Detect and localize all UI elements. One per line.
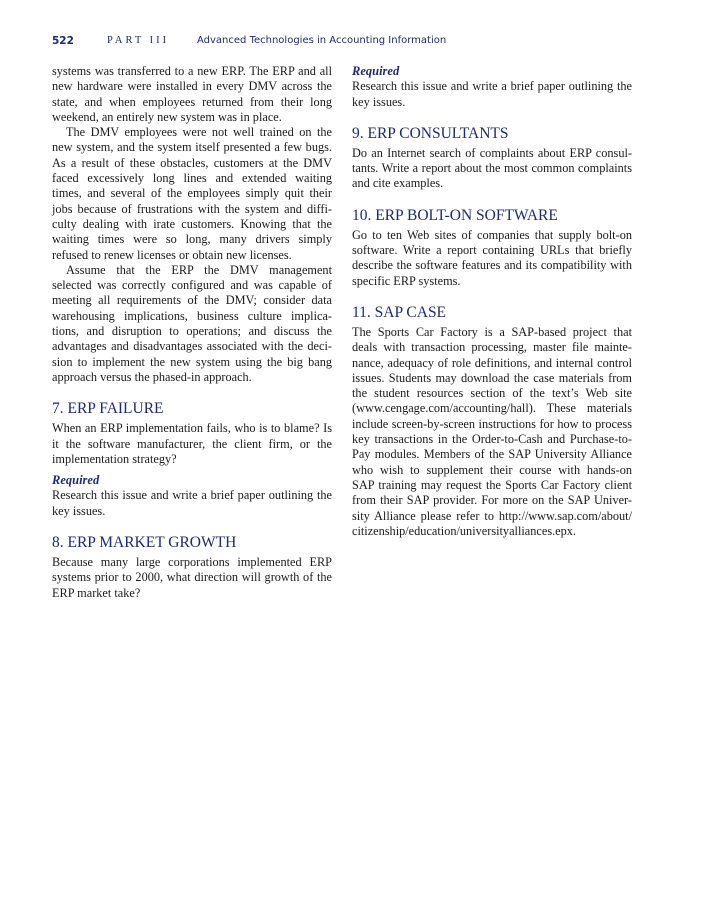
text-line: sity Alliance please refer to http://www.sap.com/about/: [352, 508, 632, 523]
section-heading: 8. ERP MARKET GROWTH: [52, 534, 237, 552]
section-heading: 11. SAP CASE: [352, 303, 447, 321]
text-line: tants. Write a report about the most common complaints: [352, 161, 632, 176]
text-line: systems prior to 2000, what direction will growth of the: [52, 570, 332, 585]
text-line: (www.cengage.com/accounting/hall). These materials: [352, 401, 632, 416]
paragraph: [352, 146, 632, 192]
part-label: PART III: [107, 35, 170, 46]
text-line: refused to renew licenses or obtain new licenses.: [52, 247, 292, 262]
text-line: weekend, an entirely new system was in place.: [52, 109, 282, 124]
text-line: ERP market take?: [52, 585, 141, 600]
text-line: software. Write a report containing URLs that briefly: [352, 243, 632, 258]
text-line: state, and when employees returned from their long: [52, 94, 332, 109]
text-line: Do an Internet search of complaints about ERP consul-: [352, 145, 632, 160]
text-line: deals with transaction processing, master file mainte-: [352, 340, 632, 355]
text-line: When an ERP implementation fails, who is to blame? Is: [52, 421, 332, 436]
text-line: Go to ten Web sites of companies that supply bolt-on: [352, 227, 632, 242]
text-line: tions, and disruption to operations; and discuss the: [52, 324, 332, 339]
text-line: Pay modules. Members of the SAP University Alliance: [352, 447, 632, 462]
chapter-title: Advanced Technologies in Accounting Information: [197, 35, 447, 46]
text-line: issues. Students may download the case materials from: [352, 370, 632, 385]
text-line: include screen-by-screen instructions for how to process: [352, 416, 632, 431]
text-line: The DMV employees were not well trained on the: [66, 125, 332, 140]
text-line: new hardware were installed in every DMV across the: [52, 79, 332, 94]
text-line: specific ERP systems.: [352, 273, 461, 288]
text-line: citizenship/education/universityalliances.epx.: [352, 523, 577, 538]
text-line: Research this issue and write a brief paper outlining the: [52, 488, 332, 503]
text-line: meeting all requirements of the DMV; consider data: [52, 293, 332, 308]
text-line: Assume that the ERP the DMV management: [66, 262, 332, 277]
text-line: The Sports Car Factory is a SAP-based project that: [352, 324, 632, 339]
paragraph: [352, 79, 632, 110]
page-number: 522: [52, 35, 74, 47]
right-column: [352, 64, 632, 539]
text-line: describe the software features and its compatibility with: [352, 258, 632, 273]
text-line: advantages and disadvantages associated with the deci-: [52, 339, 332, 354]
text-line: approach versus the phased-in approach.: [52, 369, 252, 384]
text-line: systems was transferred to a new ERP. The ERP and all: [52, 64, 332, 78]
text-line: and cite examples.: [352, 176, 444, 191]
paragraph: [52, 125, 332, 263]
text-line: selected was correctly configured and was capable of: [52, 278, 332, 293]
section-heading: 7. ERP FAILURE: [52, 400, 164, 418]
text-line: it the software manufacturer, the client firm, or the: [52, 436, 332, 451]
paragraph: [52, 555, 332, 601]
text-line: warehousing implications, business culture implica-: [52, 308, 332, 323]
text-line: Research this issue and write a brief paper outlining the: [352, 79, 632, 94]
paragraph: [52, 263, 332, 385]
section-heading: 9. ERP CONSULTANTS: [352, 124, 509, 142]
text-line: times, and several of the employees simply quit their: [52, 186, 332, 201]
text-line: SAP training may request the Sports Car Factory client: [352, 477, 632, 492]
text-line: Because many large corporations implemented ERP: [52, 555, 332, 570]
left-column: [52, 64, 332, 601]
text-line: waiting times were so long, many drivers simply: [52, 232, 332, 247]
paragraph: [52, 488, 332, 519]
text-line: faced excessively long lines and extended waiting: [52, 171, 332, 186]
text-line: implementation strategy?: [52, 451, 177, 466]
text-line: culty dealing with irate customers. Knowing that the: [52, 216, 332, 231]
text-line: the student resources section of the text’s Web site: [352, 386, 632, 401]
text-line: key issues.: [352, 94, 406, 109]
text-line: As a result of these obstacles, customers at the DMV: [52, 155, 332, 170]
required-label: Required: [352, 64, 400, 78]
text-line: nance, adequacy of role definitions, and internal control: [352, 355, 632, 370]
paragraph: [52, 64, 332, 125]
section-heading: 10. ERP BOLT-ON SOFTWARE: [352, 206, 558, 224]
text-line: sion to implement the new system using the big bang: [52, 354, 332, 369]
text-line: key transactions in the Order-to-Cash and Purchase-to-: [352, 432, 632, 447]
paragraph: [52, 421, 332, 467]
text-line: key issues.: [52, 503, 106, 518]
text-line: from their SAP provider. For more on the SAP Univer-: [352, 493, 632, 508]
text-line: who wish to supplement their course with hands-on: [352, 462, 632, 477]
required-label: Required: [52, 473, 100, 488]
text-line: jobs because of frustrations with the system and diffi-: [52, 201, 332, 216]
text-line: new system, and the system itself presented a few bugs.: [52, 140, 332, 155]
paragraph: [352, 325, 632, 539]
paragraph: [352, 228, 632, 289]
